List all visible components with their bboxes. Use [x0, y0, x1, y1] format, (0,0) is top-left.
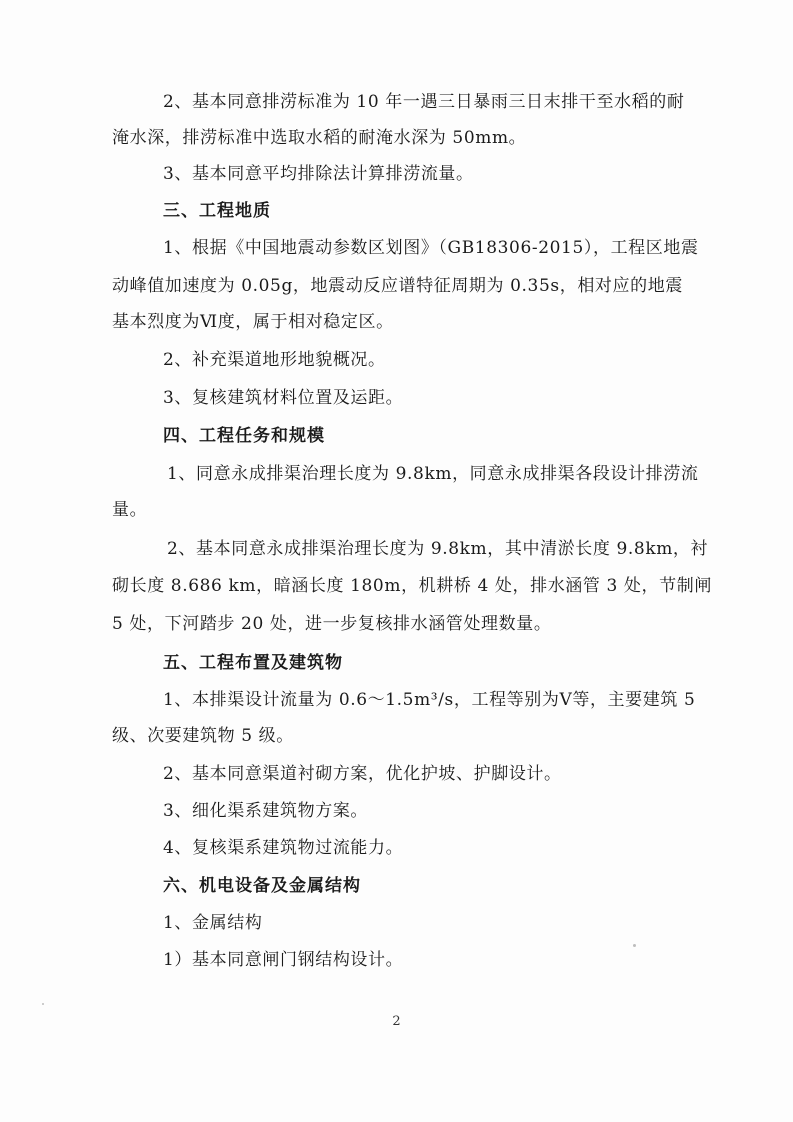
section-heading: 五、工程布置及建筑物 — [163, 653, 343, 673]
paragraph-line: 2、基本同意永成排渠治理长度为 9.8km，其中清淤长度 9.8km，衬 — [167, 539, 709, 559]
section-heading: 三、工程地质 — [163, 201, 271, 221]
page-number: 2 — [392, 1014, 401, 1029]
paragraph-line: 1、本排渠设计流量为 0.6～1.5m³/s，工程等别为Ⅴ等，主要建筑 5 — [163, 690, 696, 710]
paragraph-line: 3、基本同意平均排除法计算排涝流量。 — [163, 164, 474, 184]
paragraph-line: 1、金属结构 — [163, 913, 263, 933]
scan-speck — [42, 1003, 44, 1005]
paragraph-line: 2、基本同意排涝标准为 10 年一遇三日暴雨三日末排干至水稻的耐 — [163, 92, 685, 112]
paragraph-line: 2、补充渠道地形地貌概况。 — [163, 350, 386, 370]
scan-speck — [633, 944, 636, 947]
paragraph-line: 4、复核渠系建筑物过流能力。 — [163, 838, 404, 858]
section-heading: 四、工程任务和规模 — [163, 426, 325, 446]
paragraph-line: 3、复核建筑材料位置及运距。 — [163, 388, 404, 408]
paragraph-line: 1）基本同意闸门钢结构设计。 — [163, 950, 404, 970]
section-heading: 六、机电设备及金属结构 — [163, 876, 361, 896]
paragraph-line: 1、根据《中国地震动参数区划图》（GB18306-2015），工程区地震 — [163, 238, 699, 258]
paragraph-line: 5 处，下河踏步 20 处，进一步复核排水涵管处理数量。 — [112, 614, 552, 634]
paragraph-line: 量。 — [112, 500, 148, 520]
paragraph-line: 淹水深，排涝标准中选取水稻的耐淹水深为 50mm。 — [112, 128, 527, 148]
paragraph-line: 1、同意永成排渠治理长度为 9.8km，同意永成排渠各段设计排涝流 — [167, 464, 699, 484]
paragraph-line: 基本烈度为Ⅵ度，属于相对稳定区。 — [112, 312, 394, 332]
paragraph-line: 级、次要建筑物 5 级。 — [112, 726, 294, 746]
paragraph-line: 动峰值加速度为 0.05g，地震动反应谱特征周期为 0.35s，相对应的地震 — [112, 276, 683, 296]
paragraph-line: 砌长度 8.686 km，暗涵长度 180m，机耕桥 4 处，排水涵管 3 处，节制闸 — [112, 576, 712, 596]
paragraph-line: 3、细化渠系建筑物方案。 — [163, 801, 369, 821]
paragraph-line: 2、基本同意渠道衬砌方案，优化护坡、护脚设计。 — [163, 764, 562, 784]
